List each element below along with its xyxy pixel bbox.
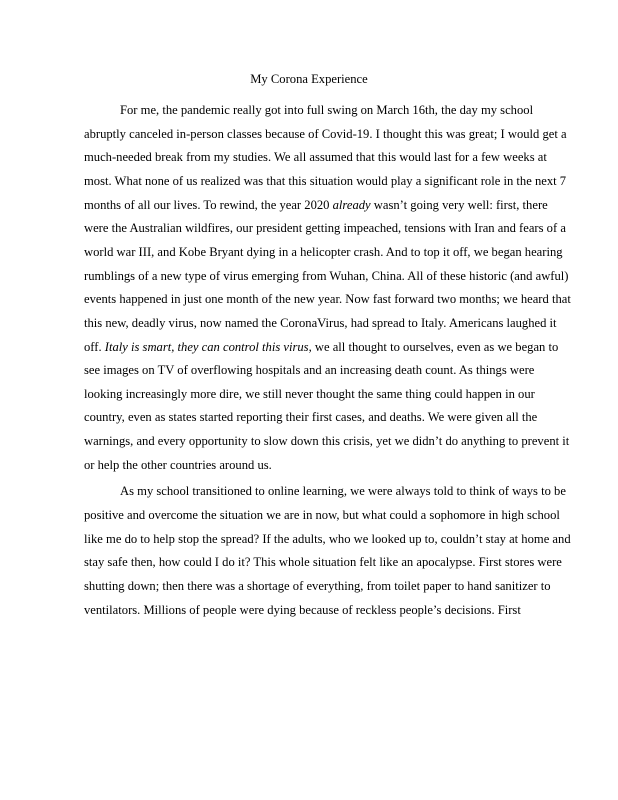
paragraph-line [84,554,562,570]
text-run: events happened in just one month of the new year. Now fast forward two months; we heard that [84,292,571,307]
paragraph-line [84,507,560,523]
paragraph-line [84,244,563,260]
text-run: world war III, and Kobe Bryant dying in a helicopter crash. And to top it off, we began hearing [84,244,563,259]
text-run: For me, the pandemic really got into full swing on March 16th, the day my school [120,103,534,117]
italic-text: already [332,197,371,212]
text-run: much-needed break from my studies. We all assumed that this would last for a few weeks at [84,150,547,165]
italic-text: Italy is smart, they can control this virus, [104,339,312,354]
text-run: positive and overcome the situation we are in now, but what could a sophomore in high school [84,508,560,523]
text-run: As my school transitioned to online learning, we were always told to think of ways to be [120,484,566,499]
paragraph-line [84,433,569,449]
paragraph-line [84,220,566,236]
text-run: or help the other countries around us. [84,457,272,472]
paragraph-line [84,531,571,547]
document-title: My Corona Experience [250,72,368,86]
paragraph-first-line [120,102,533,118]
paragraph-line [84,126,567,142]
paragraph-first-line [120,483,566,499]
text-run: warnings, and every opportunity to slow down this crisis, yet we didn’t do anything to prevent it [84,434,570,449]
paragraph-line [84,386,535,402]
text-run: this new, deadly virus, now named the CoronaVirus, had spread to Italy. Americans laughed it [84,315,557,330]
text-run: like me do to help stop the spread? If the adults, who we looked up to, couldn’t stay at home and [84,531,571,546]
text-run: rumblings of a new type of virus emerging from Wuhan, China. All of these historic (and awful) [84,268,569,283]
paragraph-line [84,173,566,189]
text-run: wasn’t going very well: first, there [370,197,548,212]
text-run: see images on TV of overflowing hospitals and an increasing death count. As things were [84,363,535,378]
paragraph-line [84,149,547,165]
text-run: we all thought to ourselves, even as we began to [311,339,559,354]
text-run: ventilators. Millions of people were dying because of reckless people’s decisions. First [84,602,521,617]
paragraph-line [84,409,537,425]
paragraph-line [84,291,571,307]
text-run: months of all our lives. To rewind, the year 2020 [84,197,333,212]
text-run: were the Australian wildfires, our president getting impeached, tensions with Iran and fears of a [84,221,566,236]
text-run: off. [84,339,105,354]
paragraph-line [84,578,551,594]
text-run: country, even as states started reporting their first cases, and deaths. We were given all the [84,410,538,425]
paragraph-line [84,339,558,355]
text-run: most. What none of us realized was that this situation would play a significant role in the next 7 [84,173,567,188]
text-run: shutting down; then there was a shortage of everything, from toilet paper to hand sanitizer to [84,579,551,593]
paragraph-line [84,268,568,284]
paragraph-line [84,315,557,331]
text-run: stay safe then, how could I do it? This whole situation felt like an apocalypse. First stores were [84,555,562,570]
paragraph-line [84,602,521,618]
text-run: looking increasingly more dire, we still never thought the same thing could happen in our [84,386,535,401]
paragraph-line [84,197,548,213]
paragraph-line [84,457,272,473]
paragraph-line [84,362,534,378]
text-run: abruptly canceled in-person classes because of Covid-19. I thought this was great; I would get a [84,126,567,141]
